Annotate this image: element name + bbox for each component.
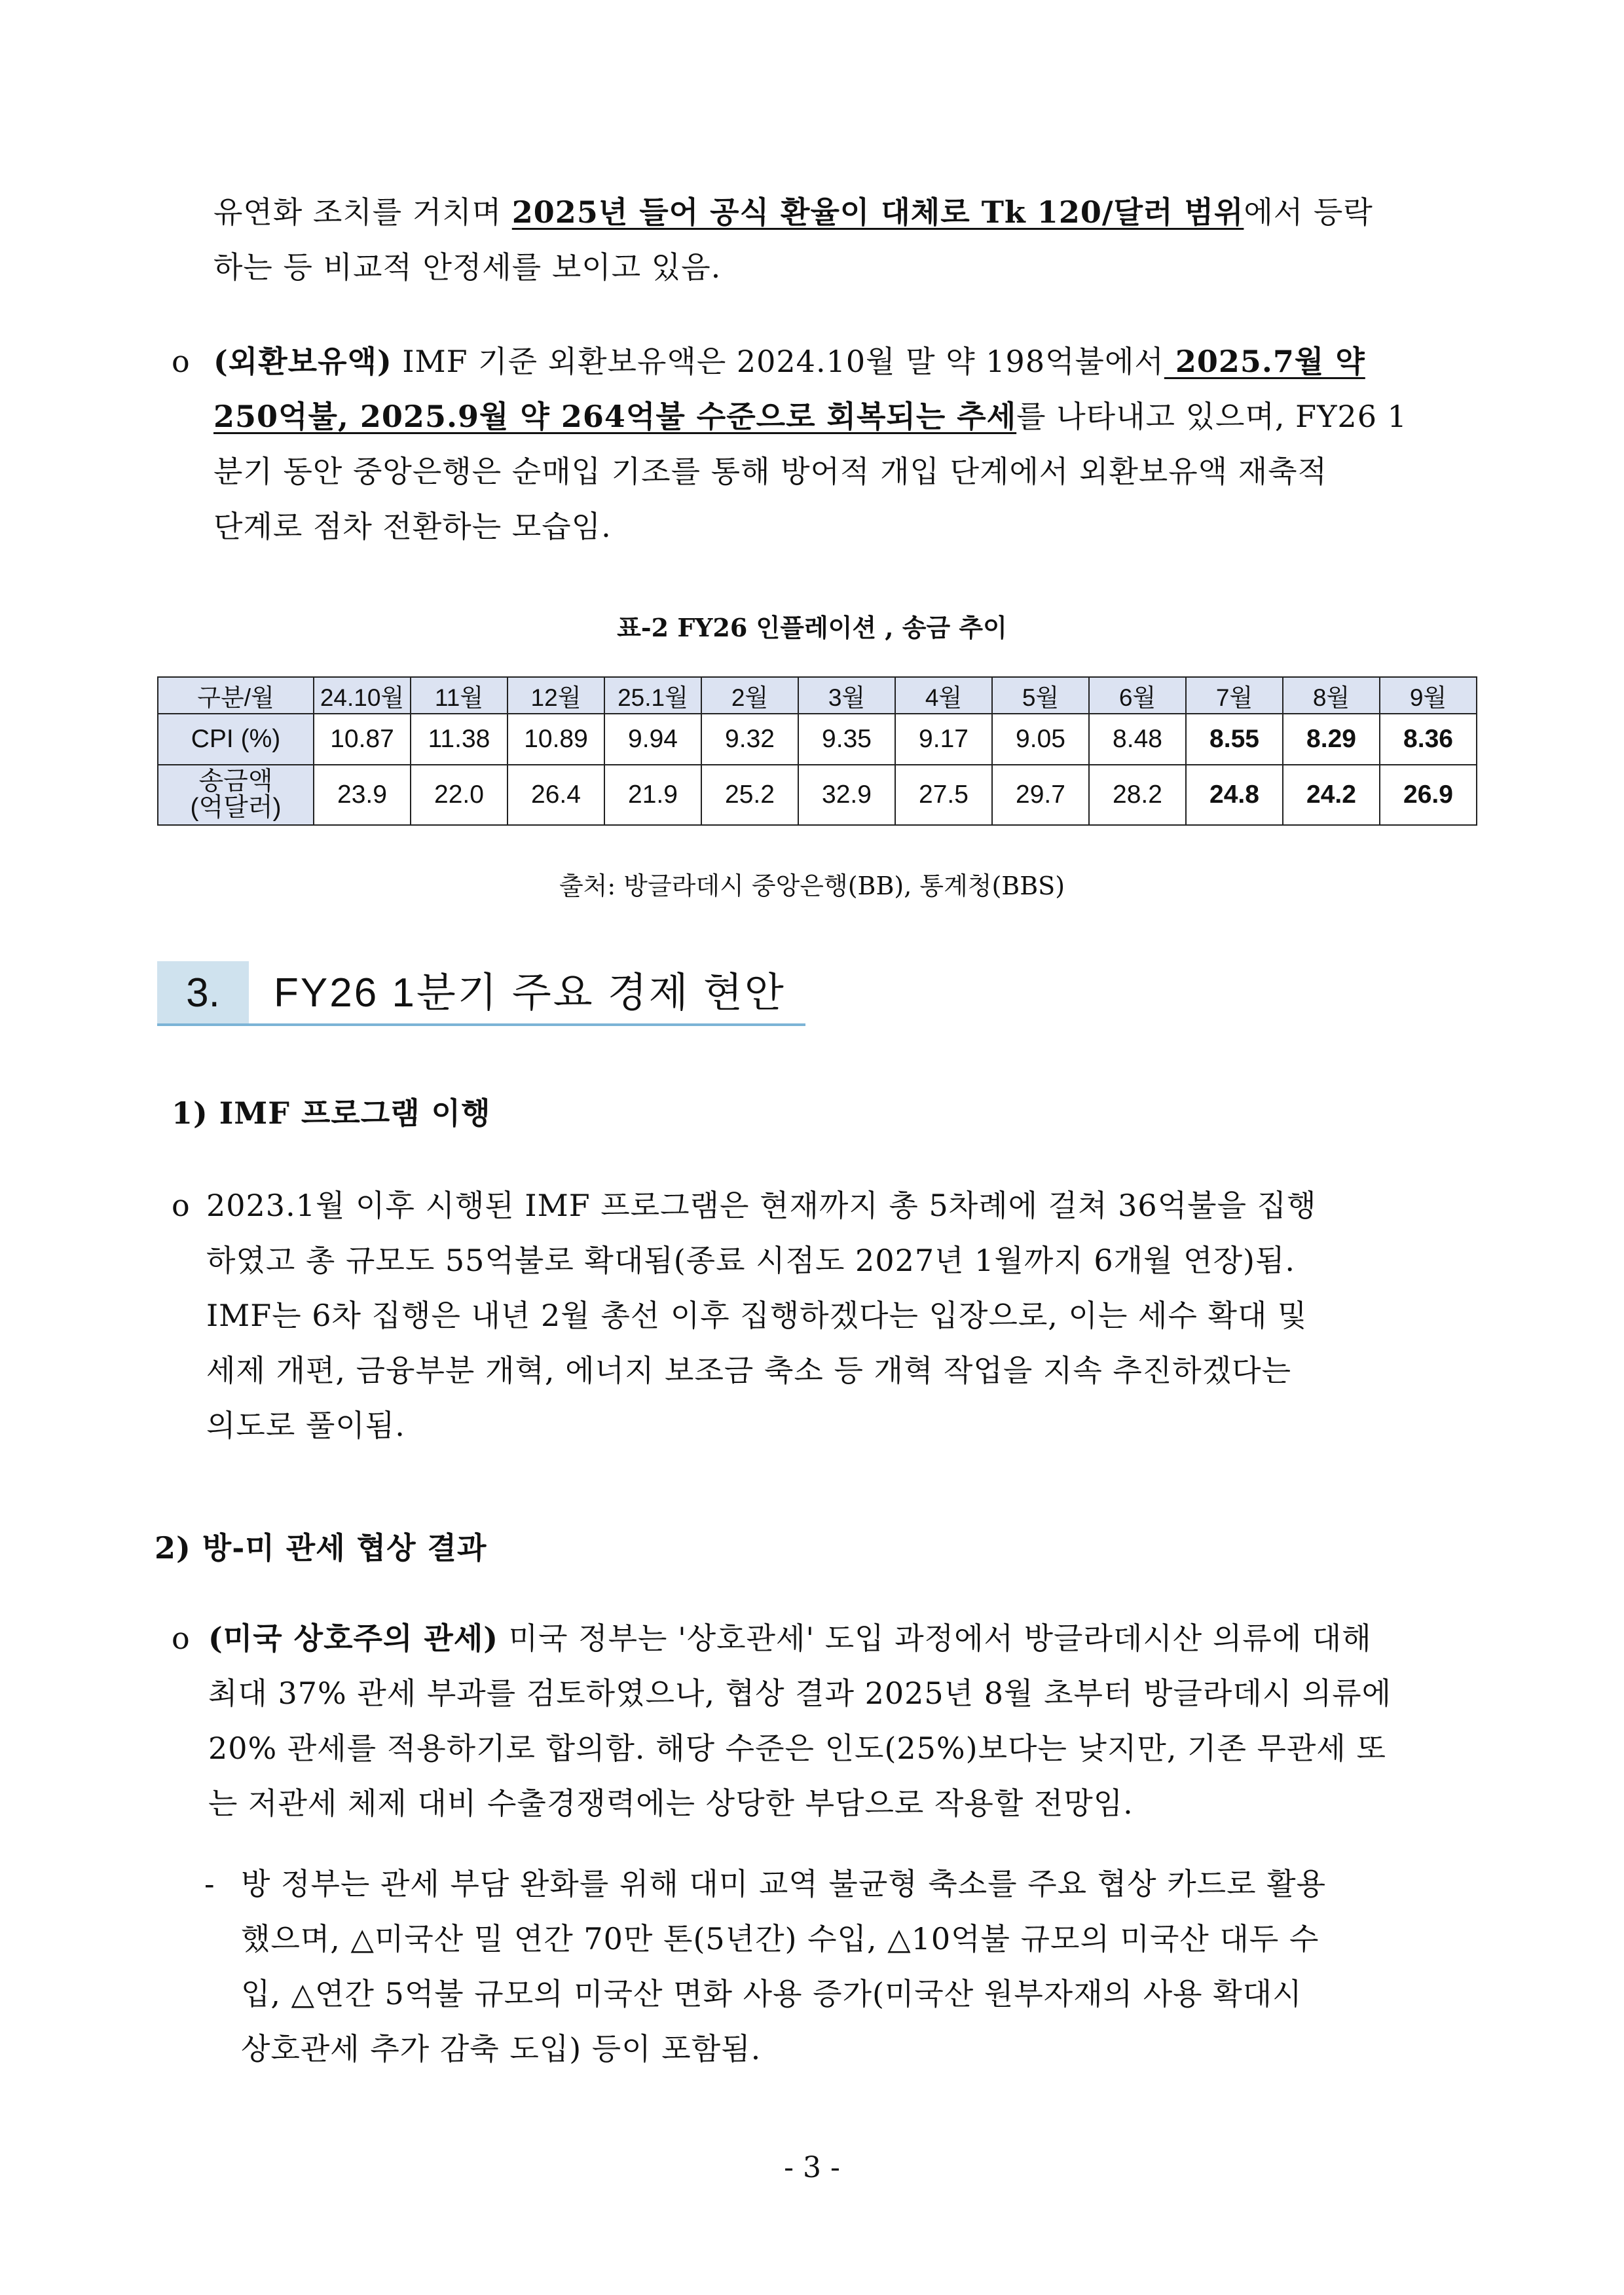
table-source: 출처: 방글라데시 중앙은행(BB), 통계청(BBS) xyxy=(559,872,1065,900)
table-cell: 24.8 xyxy=(1186,765,1283,825)
bullet-marker: o xyxy=(172,1621,190,1656)
imf-line: 하였고 총 규모도 55억불로 확대됨(종료 시점도 2027년 1월까지 6개월 연장)됨. xyxy=(206,1243,1296,1278)
header-cell: 7월 xyxy=(1186,677,1283,714)
table-cell: 28.2 xyxy=(1089,765,1186,825)
fx-line-2: 250억불, 2025.9월 약 264억불 수준으로 회복되는 추세를 나타내고 있으며, FY26 1 xyxy=(213,399,1407,434)
table-cell: 9.94 xyxy=(604,714,701,765)
page-number: - 3 - xyxy=(784,2151,840,2184)
header-cell: 25.1월 xyxy=(604,677,701,714)
header-cell: 5월 xyxy=(992,677,1089,714)
table-cell: 9.35 xyxy=(798,714,895,765)
imf-paragraph xyxy=(206,1178,1317,1453)
tariff-dash-line: 입, △연간 5억불 규모의 미국산 면화 사용 증가(미국산 원부자재의 사용 확대시 xyxy=(241,1976,1302,2011)
fx-line-4: 단계로 점차 전환하는 모습임. xyxy=(213,509,612,544)
fx-label: (외환보유액) xyxy=(213,344,392,379)
table-cell: 8.29 xyxy=(1283,714,1380,765)
tariff-dash-line: 상호관세 추가 감축 도입) 등이 포함됨. xyxy=(241,2031,762,2066)
table-caption: 표-2 FY26 인플레이션 , 송금 추이 xyxy=(617,613,1007,642)
header-cell: 2월 xyxy=(701,677,798,714)
imf-line: IMF는 6차 집행은 내년 2월 총선 이후 집행하겠다는 입장으로, 이는 세수 확대 및 xyxy=(206,1298,1308,1333)
tariff-paragraph xyxy=(208,1611,1392,1831)
table-row-remittance xyxy=(158,765,1477,825)
intro-emphasis: 2025년 들어 공식 환율이 대체로 Tk 120/달러 범위 xyxy=(511,194,1244,230)
header-cell: 6월 xyxy=(1089,677,1186,714)
row-label-cpi: CPI (%) xyxy=(158,714,314,765)
intro-line-2: 하는 등 비교적 안정세를 보이고 있음. xyxy=(213,249,722,285)
tariff-dash-line: 했으며, △미국산 밀 연간 70만 톤(5년간) 수입, △10억불 규모의 미국산 대두 수 xyxy=(241,1921,1320,1956)
intro-line-1: 유연화 조치를 거치며 2025년 들어 공식 환율이 대체로 Tk 120/달러 범위에서 등락 xyxy=(213,194,1373,230)
table-cell: 23.9 xyxy=(314,765,411,825)
table-cell: 9.05 xyxy=(992,714,1089,765)
tariff-line: 는 저관세 체제 대비 수출경쟁력에는 상당한 부담으로 작용할 전망임. xyxy=(208,1786,1134,1821)
imf-line: 2023.1월 이후 시행된 IMF 프로그램은 현재까지 총 5차례에 걸쳐 36억불을 집행 xyxy=(206,1188,1317,1223)
section-underline xyxy=(157,1023,805,1026)
fx-reserves-paragraph xyxy=(213,334,1407,554)
intro-paragraph xyxy=(213,185,1373,295)
header-cell: 8월 xyxy=(1283,677,1380,714)
table-cell: 10.87 xyxy=(314,714,411,765)
section-heading xyxy=(157,961,805,1025)
tariff-line: 20% 관세를 적용하기로 합의함. 해당 수준은 인도(25%)보다는 낮지만, 기존 무관세 또 xyxy=(208,1731,1386,1766)
imf-line: 의도로 풀이됨. xyxy=(206,1408,405,1443)
subheading-tariff: 2) 방-미 관세 협상 결과 xyxy=(155,1530,487,1566)
table-cell: 26.9 xyxy=(1380,765,1477,825)
fx-line-3: 분기 동안 중앙은행은 순매입 기조를 통해 방어적 개입 단계에서 외환보유액 재축적 xyxy=(213,454,1328,489)
table-cell: 29.7 xyxy=(992,765,1089,825)
table-header-row xyxy=(158,677,1477,714)
section-title: FY26 1분기 주요 경제 현안 xyxy=(274,970,786,1016)
table-cell: 9.32 xyxy=(701,714,798,765)
header-cell: 9월 xyxy=(1380,677,1477,714)
bullet-marker: o xyxy=(172,1188,190,1223)
tariff-dash-paragraph xyxy=(241,1856,1326,2076)
row-label-remittance: 송금액 (억달러) xyxy=(158,765,314,825)
header-cell: 3월 xyxy=(798,677,895,714)
table-cell: 24.2 xyxy=(1283,765,1380,825)
header-cell: 구분/월 xyxy=(158,677,314,714)
table-cell: 10.89 xyxy=(507,714,604,765)
table-row-cpi xyxy=(158,714,1477,765)
inflation-remittance-table xyxy=(157,676,1477,826)
table-cell: 8.48 xyxy=(1089,714,1186,765)
dash-marker: - xyxy=(204,1866,215,1901)
tariff-line-1: (미국 상호주의 관세) 미국 정부는 '상호관세' 도입 과정에서 방글라데시산 의류에 대해 xyxy=(208,1621,1372,1656)
table-cell: 27.5 xyxy=(895,765,992,825)
table-cell: 8.55 xyxy=(1186,714,1283,765)
header-cell: 24.10월 xyxy=(314,677,411,714)
tariff-label: (미국 상호주의 관세) xyxy=(208,1621,499,1656)
table-cell: 25.2 xyxy=(701,765,798,825)
table-cell: 32.9 xyxy=(798,765,895,825)
table-cell: 22.0 xyxy=(411,765,507,825)
section-number: 3. xyxy=(157,961,249,1025)
table-cell: 21.9 xyxy=(604,765,701,825)
subheading-imf: 1) IMF 프로그램 이행 xyxy=(172,1095,491,1131)
table-cell: 26.4 xyxy=(507,765,604,825)
tariff-dash-line: 방 정부는 관세 부담 완화를 위해 대미 교역 불균형 축소를 주요 협상 카드로 활용 xyxy=(241,1866,1327,1901)
header-cell: 11월 xyxy=(411,677,507,714)
table-cell: 11.38 xyxy=(411,714,507,765)
bullet-marker: o xyxy=(172,344,190,379)
fx-line-1: (외환보유액) IMF 기준 외환보유액은 2024.10월 말 약 198억불에서 2025.7월 약 xyxy=(213,344,1365,379)
header-cell: 12월 xyxy=(507,677,604,714)
table-cell: 8.36 xyxy=(1380,714,1477,765)
imf-line: 세제 개편, 금융부분 개혁, 에너지 보조금 축소 등 개혁 작업을 지속 추진하겠다는 xyxy=(206,1353,1292,1388)
tariff-line: 최대 37% 관세 부과를 검토하였으나, 협상 결과 2025년 8월 초부터 방글라데시 의류에 xyxy=(208,1676,1392,1711)
table-cell: 9.17 xyxy=(895,714,992,765)
header-cell: 4월 xyxy=(895,677,992,714)
